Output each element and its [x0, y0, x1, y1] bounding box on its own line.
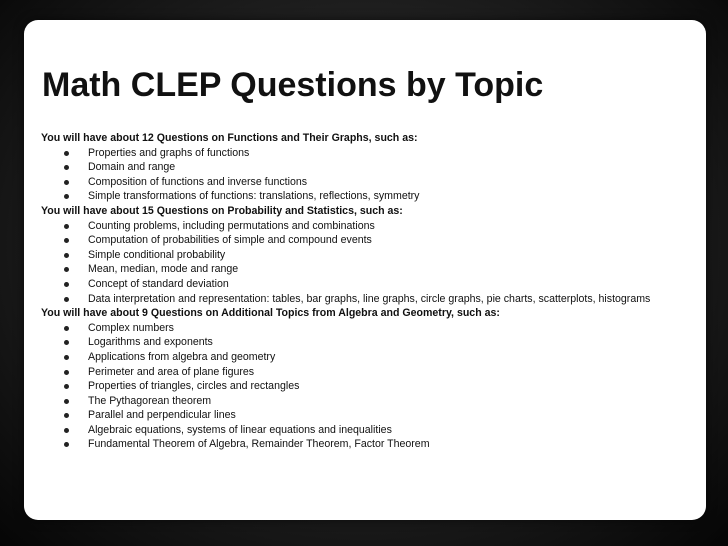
list-item-text: Properties and graphs of functions [88, 146, 250, 159]
bullet-icon [64, 428, 69, 433]
list-item-text: Composition of functions and inverse functions [88, 175, 308, 188]
bullet-list-algebra-geometry [41, 321, 701, 452]
bullet-icon [64, 151, 69, 156]
bullet-icon [64, 384, 69, 389]
list-item [41, 146, 701, 161]
list-item [41, 175, 701, 190]
slide-content [41, 131, 701, 452]
list-item [41, 365, 701, 380]
list-item [41, 262, 701, 277]
list-item [41, 437, 701, 452]
bullet-icon [64, 370, 69, 375]
bullet-list-probability [41, 219, 701, 307]
bullet-icon [64, 224, 69, 229]
bullet-icon [64, 399, 69, 404]
bullet-icon [64, 442, 69, 447]
list-item [41, 379, 701, 394]
list-item-text: Properties of triangles, circles and rectangles [88, 380, 300, 393]
slide-card [24, 20, 706, 520]
bullet-icon [64, 340, 69, 345]
list-item-text: Counting problems, including permutations and combinations [88, 219, 375, 232]
list-item-text: Domain and range [88, 161, 176, 174]
list-item-text: Perimeter and area of plane figures [88, 365, 255, 378]
list-item [41, 408, 701, 423]
list-item-text: Logarithms and exponents [88, 336, 213, 349]
list-item-text: Algebraic equations, systems of linear equations and inequalities [88, 423, 392, 436]
list-item-text: Applications from algebra and geometry [88, 350, 276, 363]
list-item-text: Concept of standard deviation [88, 277, 229, 290]
bullet-icon [64, 165, 69, 170]
bullet-icon [64, 267, 69, 272]
list-item [41, 233, 701, 248]
section-heading-probability: You will have about 15 Questions on Probability and Statistics, such as: [41, 204, 403, 217]
bullet-icon [64, 297, 69, 302]
list-item [41, 423, 701, 438]
bullet-icon [64, 253, 69, 258]
list-item-text: Complex numbers [88, 321, 174, 334]
bullet-icon [64, 194, 69, 199]
list-item [41, 335, 701, 350]
section-heading-algebra-geometry: You will have about 9 Questions on Additional Topics from Algebra and Geometry, such as: [41, 307, 500, 320]
bullet-icon [64, 282, 69, 287]
bullet-icon [64, 413, 69, 418]
list-item-text: Data interpretation and representation: tables, bar graphs, line graphs, circle graphs, pie charts, scatterplots, histograms [88, 292, 651, 305]
list-item [41, 189, 701, 204]
list-item-text: Computation of probabilities of simple and compound events [88, 234, 372, 247]
bullet-list-functions [41, 146, 701, 204]
list-item [41, 248, 701, 263]
list-item-text: The Pythagorean theorem [88, 394, 212, 407]
list-item [41, 394, 701, 409]
list-item-text: Mean, median, mode and range [88, 263, 239, 276]
bullet-icon [64, 238, 69, 243]
list-item [41, 321, 701, 336]
list-item-text: Simple conditional probability [88, 248, 226, 261]
list-item [41, 292, 701, 307]
bullet-icon [64, 355, 69, 360]
list-item-text: Simple transformations of functions: translations, reflections, symmetry [88, 190, 420, 203]
list-item [41, 219, 701, 234]
bullet-icon [64, 326, 69, 331]
list-item [41, 160, 701, 175]
list-item [41, 350, 701, 365]
list-item-text: Parallel and perpendicular lines [88, 409, 236, 422]
bullet-icon [64, 180, 69, 185]
list-item-text: Fundamental Theorem of Algebra, Remainder Theorem, Factor Theorem [88, 438, 430, 451]
section-heading-functions: You will have about 12 Questions on Functions and Their Graphs, such as: [41, 132, 418, 144]
slide-title: Math CLEP Questions by Topic [42, 66, 544, 104]
list-item [41, 277, 701, 292]
